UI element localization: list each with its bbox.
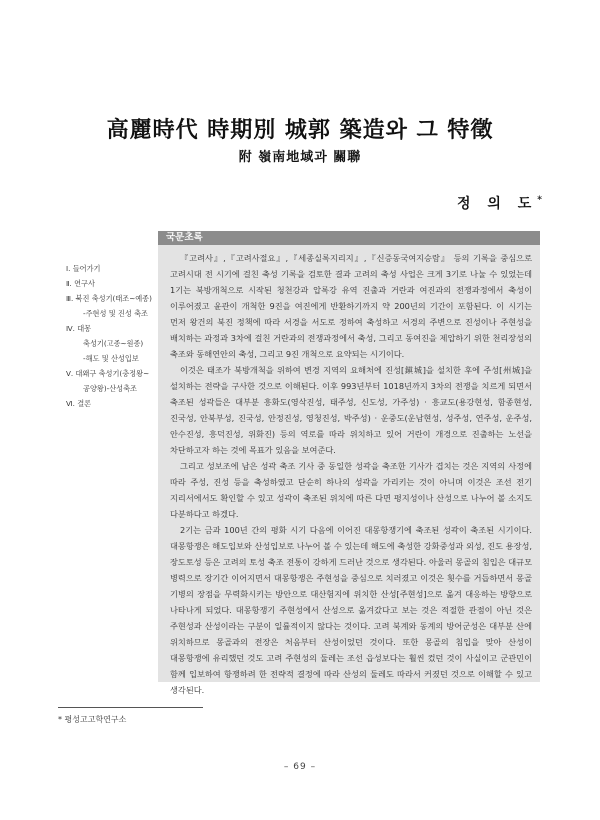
toc-item: -주현성 및 진성 축조 xyxy=(83,309,148,318)
abstract-paragraph: 이것은 태조가 북방개척을 위하여 변경 지역의 요해처에 진성[鎭城]을 설치한 후에 주성[州城]을 설치하는 전략을 구사한 것으로 이해된다. 이후 993년부터 1018년까지 3차의 전쟁을 치르게 되면서 축조된 성곽들은 대부분 흥화도(영삭진성, 태주성, 신도성, 가주성) · 흥교도(용강현성, 함종현성, 진국성, 안북부성, 진국성, 안정진성, 영청진성, 박주성) · 운중도(운남현성, 성주성, 연주성, 운주성, 안수진성, 흥덕진성, 위화진) 등의 역로를 따라 위치하고 있어 거란이 개경으로 진출하는 노선을 차단하고자 하는 것에 목표가 있음을 보여준다. xyxy=(170,365,532,455)
abstract-paragraph: 『고려사』,『고려사절요』,『세종실록지리지』,『신증동국여지승람』 등의 기록을 중심으로 고려시대 전 시기에 걸친 축성 기록을 검토한 결과 고려의 축성 사업은 크게 3기로 나눌 수 있었는데 1기는 북방개척으로 시작된 청천강과 압록강 유역 진출과 거란과 여진과의 전쟁과정에서 축성이 이루어졌고 윤관이 개척한 9진을 여진에게 반환하기까지 약 200년의 기간이 포함된다. 이 시기는 먼저 왕건의 북진 정책에 따라 서경을 서도로 정하여 축성하고 서경의 주변으로 진성이나 주현성을 배치하는 과정과 3차에 걸친 거란과의 전쟁과정에서 축성, 그리고 동여진을 제압하기 위한 천리장성의 축조와 동해연안의 축성, 그리고 9진 개척으로 요약되는 시기이다. xyxy=(170,253,532,359)
author-name-text: 정 의 도 xyxy=(456,196,538,212)
abstract-paragraph: 2기는 금과 100년 간의 평화 시기 다음에 이어진 대몽항쟁기에 축조된 성곽이 축조된 시기이다. 대몽항쟁은 해도입보와 산성입보로 나누어 볼 수 있는데 해도에 축성한 강화중성과 외성, 진도 용장성, 장도토성 등은 고려의 토성 축조 전통이 강하게 드러난 것으로 생각된다. 아울러 몽골의 침입은 대규모 병력으로 장기간 이어지면서 대몽항쟁은 주현성을 중심으로 치러졌고 이것은 횟수를 거듭하면서 몽골 기병의 장점을 무력화시키는 방안으로 대산험지에 위치한 산성[주현성]으로 옮겨 대응하는 방향으로 나타나게 되었다. 대몽항쟁기 주현성에서 산성으로 옮겨갔다고 보는 것은 적절한 관점이 아닌 것은 주현성과 산성이라는 구분이 일률적이지 않다는 것이다. 고려 북계와 동계의 방어군성은 대부분 산에 위치하므로 몽골과의 전장은 처음부터 산성이었던 것이다. 또한 몽골의 침입을 맞아 산성이 대몽항쟁에 유리했던 것도 고려 주현성의 둘레는 조선 읍성보다는 훨씬 컸던 것이 사실이고 군관민이 함께 입보하여 항쟁하려 한 전략적 결정에 따라 산성의 둘레도 따라서 커졌던 것으로 이해할 수 있고 생각된다. xyxy=(170,525,532,695)
toc-item: Ⅴ. 대왜구 축성기(충정왕~ xyxy=(66,369,150,378)
toc-item: Ⅳ. 대몽 xyxy=(66,324,92,333)
footnote-divider xyxy=(58,707,203,708)
author-footnote-mark: * xyxy=(537,195,542,206)
paper-title: 高麗時代 時期別 城郭 築造와 그 特徵 xyxy=(106,117,494,143)
toc-item: Ⅲ. 북진 축성기(태조~예종) xyxy=(66,294,152,303)
toc-item: 축성기(고종~원종) xyxy=(83,339,144,348)
toc-item: 공양왕)-산성축조 xyxy=(83,384,138,393)
abstract-body xyxy=(158,245,540,695)
footnote-affiliation: * 평성고고학연구소 xyxy=(58,715,127,724)
toc-item: Ⅰ. 들어가기 xyxy=(66,264,101,273)
abstract-paragraph: 그리고 성보조에 남은 성곽 축조 기사 중 동일한 성곽을 축조한 기사가 겹치는 것은 지역의 사정에 따라 주성, 진성 등을 축성하였고 단순히 하나의 성곽을 가리키는 것이 아니며 이것은 조선 전기 지리서에서도 확인할 수 있고 성곽이 축조된 위치에 따른 다면 평지성이나 산성으로 나누어 볼 소지도 다분하다고 하겠다. xyxy=(170,461,532,519)
abstract-heading: 국문초록 xyxy=(166,232,203,243)
table-of-contents xyxy=(66,261,166,411)
author-name xyxy=(457,193,542,213)
toc-item: Ⅱ. 연구사 xyxy=(66,279,95,288)
toc-item: Ⅵ. 결론 xyxy=(66,399,92,408)
paper-subtitle: 附 嶺南地域과 關聯 xyxy=(238,150,362,165)
toc-item: -해도 및 산성입보 xyxy=(83,354,139,363)
abstract-heading-bar xyxy=(158,231,540,245)
page-number: – 69 – xyxy=(283,762,317,772)
